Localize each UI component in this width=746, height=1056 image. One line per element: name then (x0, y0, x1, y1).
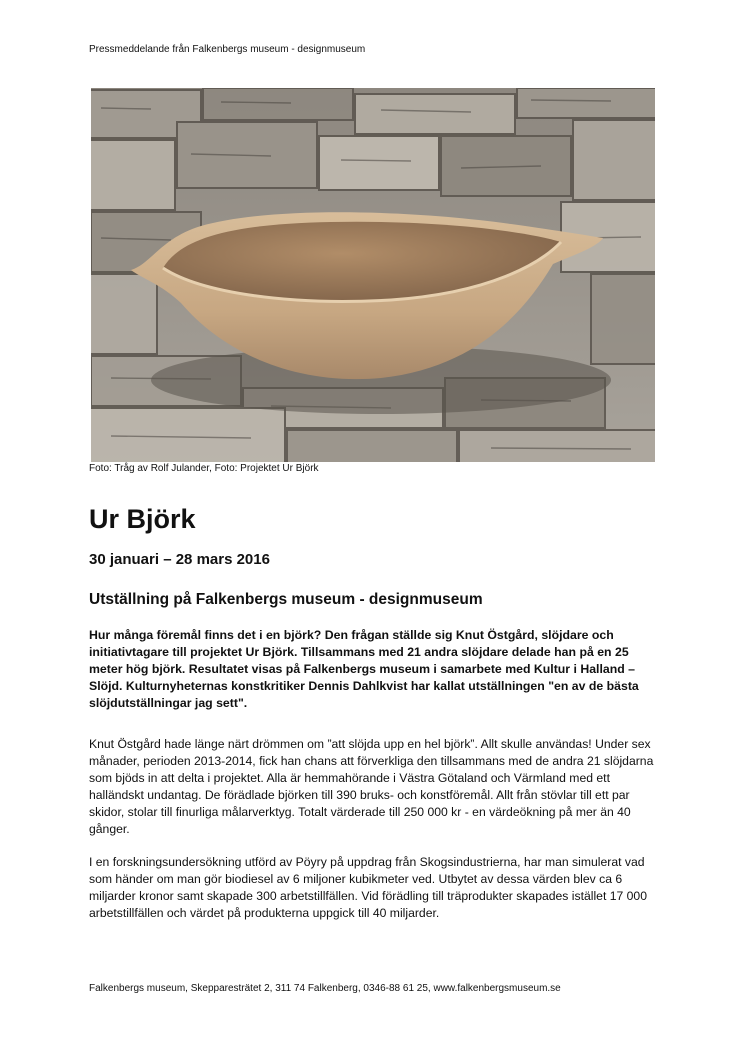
body-paragraph: I en forskningsundersökning utförd av Pöyry på uppdrag från Skogsindustrierna, har man simulerat vad som händer om man gör biodiesel av 6 miljoner kubikmeter ved. Utbytet av dessa värden blev ca 6 miljarder kronor samt skapade 300 arbetstillfällen. Vid förädling till träprodukter skapades istället 17 000 arbetstillfällen och värdet på produkterna uppgick till 40 miljarder. (89, 855, 647, 920)
birch-bark-bowl-image (91, 88, 655, 462)
footer-text: Falkenbergs museum, Skepparesträtet 2, 311 74 Falkenberg, 0346-88 61 25, www.falkenbergsmuseum.se (89, 983, 561, 994)
body-paragraph: Knut Östgård hade länge närt drömmen om ”att slöjda upp en hel björk”. Allt skulle användas! Under sex månader, perioden 2013-2014, fick han chans att förverkliga den tillsammans med de andra 21 slöjdarna som bjöds in att delta i projektet. Alla är hemmahörande i Västra Götaland och Värmland med ett halländskt undantag. De förädlade björken till 390 bruks- och konstföremål. Allt från stövlar till ett par skidor, stolar till finurliga målarverktyg. Totalt värderade till 250 000 kr - en värdeökning på mer än 40 gånger. (89, 737, 654, 836)
exhibition-dates: 30 januari – 28 mars 2016 (89, 551, 270, 568)
bowl-photo (91, 88, 655, 462)
photo-caption: Foto: Tråg av Rolf Julander, Foto: Projektet Ur Björk (89, 463, 319, 474)
subtitle: Utställning på Falkenbergs museum - designmuseum (89, 591, 483, 608)
lead-paragraph: Hur många föremål finns det i en björk? Den frågan ställde sig Knut Östgård, slöjdare och initiativtagare till projektet Ur Björk. Tillsammans med 21 andra slöjdare delade han på en 25 meter hög björk. Resultatet visas på Falkenbergs museum i samarbete med Kultur i Halland – Slöjd. Kulturnyheternas konstkritiker Dennis Dahlkvist har kallat utställningen "en av de bästa slöjdutställningar jag sett". (89, 628, 639, 710)
header-text: Pressmeddelande från Falkenbergs museum - designmuseum (89, 44, 366, 55)
page-title: Ur Björk (89, 504, 196, 534)
